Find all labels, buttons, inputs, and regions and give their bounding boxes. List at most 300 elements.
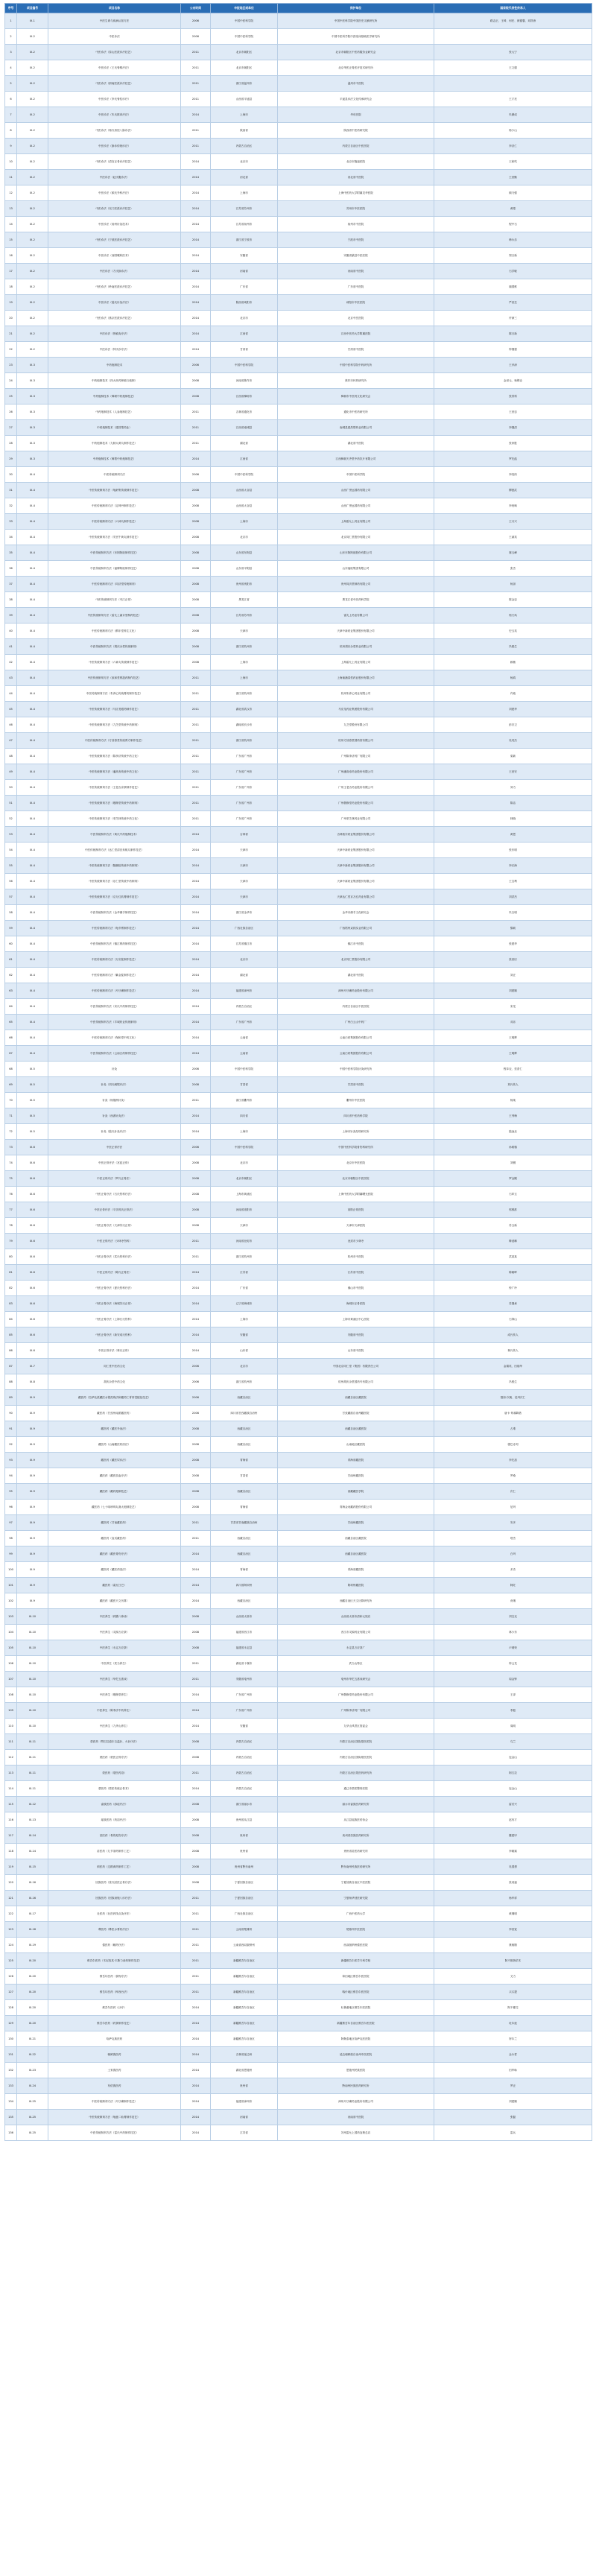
cell-inheritors: 王宝利: [434, 874, 592, 889]
table-row: [5, 1359, 592, 1374]
cell-publish-year: 2014: [181, 1265, 211, 1281]
cell-publish-year: 2008: [181, 530, 211, 545]
cell-serial: 38: [5, 592, 17, 608]
table-row: [5, 154, 592, 170]
cell-publish-year: 2011: [181, 733, 211, 749]
table-row: [5, 311, 592, 326]
cell-item-name: 蒙医药（蒙医传统正骨术）: [48, 1781, 181, 1797]
cell-item-name: 中医养生（华佗五禽戏）: [48, 1672, 181, 1687]
cell-item-code: Ⅸ-9: [17, 1453, 48, 1468]
table-row: [5, 1171, 592, 1187]
table-row: [5, 624, 592, 639]
cell-serial: 75: [5, 1171, 17, 1187]
cell-item-code: Ⅸ-4: [17, 483, 48, 498]
table-row: [5, 764, 592, 780]
column-header-item-name: 项目名称: [48, 4, 181, 13]
cell-applicant-region: 浙江省杭州市: [211, 1374, 278, 1390]
cell-applicant-region: 福建省永定县: [211, 1640, 278, 1656]
cell-serial: 108: [5, 1687, 17, 1703]
cell-protection-unit: 安徽省歙县中医医院: [278, 248, 434, 264]
cell-item-code: Ⅸ-6: [17, 1296, 48, 1312]
cell-applicant-region: 上海市: [211, 514, 278, 530]
cell-item-code: Ⅸ-4: [17, 467, 48, 483]
cell-item-code: Ⅸ-2: [17, 76, 48, 92]
cell-protection-unit: 恩施州民族医院: [278, 2063, 434, 2078]
cell-publish-year: 2014: [181, 1719, 211, 1734]
cell-item-name: 中医正骨疗法（天津苏氏正骨）: [48, 1218, 181, 1234]
cell-publish-year: 2011: [181, 436, 211, 451]
cell-protection-unit: 陕西省中医药研究院: [278, 123, 434, 139]
cell-serial: 81: [5, 1265, 17, 1281]
cell-serial: 105: [5, 1640, 17, 1656]
cell-protection-unit: 楚雄州中医医院: [278, 1922, 434, 1938]
cell-protection-unit: 漳州片仔癀药业股份有限公司: [278, 983, 434, 999]
cell-protection-unit: 西藏藏医学院: [278, 1484, 434, 1500]
cell-publish-year: 2014: [181, 2063, 211, 2078]
cell-item-name: 中药炮制技术（九制大黄丸制作技艺）: [48, 436, 181, 451]
table-row: [5, 1906, 592, 1922]
cell-serial: 123: [5, 1922, 17, 1938]
cell-applicant-region: 贵州省: [211, 1844, 278, 1859]
cell-item-name: 中医传统制剂方法（金华佛手制作技艺）: [48, 905, 181, 921]
cell-publish-year: 2014: [181, 217, 211, 232]
cell-inheritors: 白玛: [434, 1546, 592, 1562]
cell-applicant-region: 上海市: [211, 185, 278, 201]
cell-applicant-region: 宁夏回族自治区: [211, 1891, 278, 1906]
table-row: [5, 1343, 592, 1359]
cell-item-code: Ⅸ-10: [17, 1625, 48, 1640]
cell-publish-year: 2008: [181, 1625, 211, 1640]
cell-item-name: 蒙医药（赞巴拉道尔吉温针、火针疗法）: [48, 1734, 181, 1750]
cell-inheritors: 王秀梅: [434, 1108, 592, 1124]
cell-inheritors: 王世忠: [434, 405, 592, 420]
cell-applicant-region: 天津市: [211, 874, 278, 889]
cell-protection-unit: 温州市中医院: [278, 76, 434, 92]
cell-item-code: Ⅸ-2: [17, 60, 48, 76]
cell-inheritors: 刘建华: [434, 702, 592, 717]
cell-applicant-region: 上海市: [211, 1124, 278, 1140]
cell-item-code: Ⅸ-4: [17, 498, 48, 514]
cell-serial: 5: [5, 76, 17, 92]
cell-applicant-region: 新疆维吾尔自治区: [211, 2000, 278, 2016]
table-row: [5, 1093, 592, 1108]
cell-applicant-region: 云南省: [211, 1046, 278, 1062]
cell-item-code: Ⅸ-4: [17, 843, 48, 858]
cell-item-code: Ⅸ-4: [17, 545, 48, 561]
cell-publish-year: 2008: [181, 1187, 211, 1202]
cell-serial: 58: [5, 905, 17, 921]
cell-item-code: Ⅸ-15: [17, 1859, 48, 1875]
cell-item-code: Ⅸ-4: [17, 827, 48, 843]
cell-protection-unit: 山东东阿阿胶股份有限公司: [278, 545, 434, 561]
cell-applicant-region: 山西省太谷县: [211, 498, 278, 514]
cell-inheritors: 钟云龙: [434, 1656, 592, 1672]
cell-applicant-region: 安徽省: [211, 1719, 278, 1734]
cell-serial: 51: [5, 796, 17, 811]
cell-protection-unit: 宁夏回族自治区中医医院: [278, 1875, 434, 1891]
cell-serial: 89: [5, 1390, 17, 1406]
cell-publish-year: 2011: [181, 1906, 211, 1922]
cell-publish-year: 2011: [181, 60, 211, 76]
cell-applicant-region: 江苏省苏州市: [211, 201, 278, 217]
cell-item-code: Ⅸ-3: [17, 373, 48, 389]
cell-item-code: Ⅸ-1: [17, 13, 48, 29]
cell-serial: 98: [5, 1531, 17, 1546]
cell-serial: 31: [5, 483, 17, 498]
cell-applicant-region: 贵州省从江县: [211, 1812, 278, 1828]
table-row: [5, 60, 592, 76]
table-row: [5, 92, 592, 107]
table-row: [5, 2016, 592, 2031]
cell-publish-year: 2008: [181, 1218, 211, 1234]
cell-item-name: 中医传统制剂方法（东阿阿胶制作技艺）: [48, 545, 181, 561]
cell-serial: 25: [5, 389, 17, 405]
cell-inheritors: 张大宁: [434, 45, 592, 60]
cell-protection-unit: 西双版纳州傣医医院: [278, 1938, 434, 1953]
cell-publish-year: 2008: [181, 1859, 211, 1875]
table-row: [5, 2063, 592, 2078]
cell-protection-unit: 晋江市灵源药业有限公司: [278, 1625, 434, 1640]
cell-applicant-region: 内蒙古自治区: [211, 1781, 278, 1797]
cell-applicant-region: 贵州省黔东南州: [211, 1859, 278, 1875]
cell-item-code: Ⅸ-14: [17, 1828, 48, 1844]
cell-protection-unit: 镇江市中医院: [278, 936, 434, 952]
cell-publish-year: 2014: [181, 1327, 211, 1343]
cell-serial: 55: [5, 858, 17, 874]
cell-applicant-region: 浙江省杭州市: [211, 1249, 278, 1265]
cell-publish-year: 2008: [181, 498, 211, 514]
cell-protection-unit: 北京市隆福医院: [278, 154, 434, 170]
cell-item-name: 藏医药（七十味珍珠丸赛太炮制技艺）: [48, 1500, 181, 1515]
cell-protection-unit: 通化市中医药研究所: [278, 405, 434, 420]
cell-protection-unit: 和田地区维吾尔医医院: [278, 1969, 434, 1985]
cell-inheritors: 刘氏传人: [434, 1077, 592, 1093]
cell-serial: 27: [5, 420, 17, 436]
cell-applicant-region: 山西省太原市: [211, 1609, 278, 1625]
cell-publish-year: 2014: [181, 1124, 211, 1140]
cell-protection-unit: 南城县建昌帮药业有限公司: [278, 420, 434, 436]
table-row: [5, 45, 592, 60]
cell-applicant-region: 北京市: [211, 530, 278, 545]
cell-item-name: 中医诊法（杨氏奇经八脉诊法）: [48, 123, 181, 139]
cell-applicant-region: 内蒙古自治区: [211, 999, 278, 1015]
cell-protection-unit: 扬州市中医院: [278, 217, 434, 232]
cell-publish-year: 2008: [181, 1609, 211, 1625]
cell-inheritors: 陆焱垚: [434, 1124, 592, 1140]
cell-item-code: Ⅸ-4: [17, 952, 48, 968]
cell-publish-year: 2014: [181, 232, 211, 248]
cell-protection-unit: 中国中医科学院中药研究所: [278, 358, 434, 373]
cell-item-name: 蒙医药（蒙医药浴）: [48, 1766, 181, 1781]
cell-publish-year: 2014: [181, 936, 211, 952]
cell-inheritors: 严世芸: [434, 295, 592, 311]
table-row: [5, 1938, 592, 1953]
table-row: [5, 1766, 592, 1781]
table-row: [5, 1656, 592, 1672]
cell-inheritors: 林少东: [434, 1625, 592, 1640]
cell-applicant-region: 北京市朝阳区: [211, 60, 278, 76]
cell-inheritors: 吴英杰: [434, 733, 592, 749]
cell-item-code: Ⅸ-6: [17, 1187, 48, 1202]
cell-item-code: Ⅸ-9: [17, 1390, 48, 1406]
cell-item-code: Ⅸ-3: [17, 389, 48, 405]
cell-item-name: 中医传统制剂方法（采芝林传统中药文化）: [48, 811, 181, 827]
cell-publish-year: 2011: [181, 686, 211, 702]
table-row: [5, 2110, 592, 2125]
cell-item-code: Ⅸ-4: [17, 592, 48, 608]
cell-publish-year: 2014: [181, 264, 211, 279]
cell-publish-year: 2008: [181, 1171, 211, 1187]
cell-item-code: Ⅸ-11: [17, 1781, 48, 1797]
cell-item-code: Ⅸ-6: [17, 1249, 48, 1265]
cell-protection-unit: 北京同仁堂股份有限公司: [278, 530, 434, 545]
cell-item-name: 中医养生（陈李济中药养生）: [48, 1703, 181, 1719]
table-row: [5, 1578, 592, 1593]
table-row: [5, 1640, 592, 1656]
cell-inheritors: 王世勤: [434, 170, 592, 185]
cell-inheritors: 包金山: [434, 1781, 592, 1797]
cell-inheritors: 张成福: [434, 1875, 592, 1891]
cell-item-name: 中医传统制剂方法（福牌阿胶制作技艺）: [48, 561, 181, 577]
cell-publish-year: 2014: [181, 1687, 211, 1703]
cell-inheritors: 李朝斌: [434, 1844, 592, 1859]
cell-inheritors: 张杰: [434, 561, 592, 577]
cell-applicant-region: 河南省: [211, 264, 278, 279]
cell-serial: 122: [5, 1906, 17, 1922]
cell-item-code: Ⅸ-4: [17, 811, 48, 827]
cell-inheritors: 杨鸿: [434, 670, 592, 686]
cell-applicant-region: 四川省阿坝州: [211, 1578, 278, 1593]
cell-item-code: Ⅸ-6: [17, 1312, 48, 1327]
table-row: [5, 107, 592, 123]
cell-item-name: 回族医药（回族汤瓶八诊疗法）: [48, 1891, 181, 1906]
cell-protection-unit: 黔东南州民族医药研究所: [278, 1859, 434, 1875]
cell-protection-unit: 漳州片仔癀药业股份有限公司: [278, 2094, 434, 2110]
cell-applicant-region: 甘肃省: [211, 1077, 278, 1093]
table-row: [5, 1891, 592, 1906]
cell-publish-year: 2014: [181, 2094, 211, 2110]
table-row: [5, 1953, 592, 1969]
cell-item-code: Ⅸ-4: [17, 983, 48, 999]
cell-item-name: 蒙医药（蒙医正骨疗法）: [48, 1750, 181, 1766]
cell-item-name: 中医诊法（陆氏针灸疗法）: [48, 295, 181, 311]
cell-item-name: 中医正骨疗法（夏氏伤科疗法）: [48, 1281, 181, 1296]
cell-inheritors: 王和鸣: [434, 154, 592, 170]
cell-serial: 13: [5, 201, 17, 217]
cell-item-code: Ⅸ-13: [17, 1812, 48, 1828]
cell-serial: 132: [5, 2063, 17, 2078]
cell-serial: 2: [5, 29, 17, 45]
table-row: [5, 2078, 592, 2094]
cell-inheritors: 阿古拉: [434, 1766, 592, 1781]
cell-inheritors: 罗正: [434, 2078, 592, 2094]
cell-inheritors: 李继清: [434, 420, 592, 436]
cell-protection-unit: 云南白药集团股份有限公司: [278, 1030, 434, 1046]
cell-item-name: 中医养生（药膳八珍汤）: [48, 1609, 181, 1625]
cell-inheritors: 李振: [434, 1703, 592, 1719]
cell-item-name: 中医正骨疗法（少林寺伤科）: [48, 1234, 181, 1249]
cell-inheritors: 次仁: [434, 1484, 592, 1500]
cell-item-code: Ⅸ-4: [17, 936, 48, 952]
table-body: [5, 13, 592, 2141]
cell-item-code: Ⅸ-4: [17, 717, 48, 733]
cell-applicant-region: 广东省广州市: [211, 1687, 278, 1703]
cell-item-name: 中医正骨疗法（林氏正骨）: [48, 1343, 181, 1359]
cell-inheritors: 成氏传人: [434, 1327, 592, 1343]
cell-inheritors: 石印玉: [434, 1187, 592, 1202]
cell-inheritors: 张家胜: [434, 436, 592, 451]
cell-publish-year: 2014: [181, 983, 211, 999]
cell-item-code: Ⅸ-22: [17, 2047, 48, 2063]
cell-applicant-region: 山东省平阴县: [211, 561, 278, 577]
cell-item-code: Ⅸ-16: [17, 1891, 48, 1906]
cell-serial: 16: [5, 248, 17, 264]
cell-item-code: Ⅸ-14: [17, 1844, 48, 1859]
cell-serial: 107: [5, 1672, 17, 1687]
cell-inheritors: 刘正: [434, 968, 592, 983]
cell-item-name: 回族医药（张氏回医正骨疗法）: [48, 1875, 181, 1891]
cell-item-name: 藏医药（藏药炮制技艺）: [48, 1484, 181, 1500]
cell-item-name: 中医正骨疗法（海城苏氏正骨）: [48, 1296, 181, 1312]
cell-item-code: Ⅸ-4: [17, 1015, 48, 1030]
cell-item-code: Ⅸ-5: [17, 1124, 48, 1140]
cell-protection-unit: 青海省藏医院: [278, 1453, 434, 1468]
cell-publish-year: 2008: [181, 1828, 211, 1844]
cell-item-name: 中医正骨疗法（武氏伤科疗法）: [48, 1249, 181, 1265]
cell-applicant-region: 新疆维吾尔自治区: [211, 2016, 278, 2031]
cell-inheritors: 刘洪杰: [434, 889, 592, 905]
cell-publish-year: 2011: [181, 1656, 211, 1672]
cell-item-code: Ⅸ-2: [17, 139, 48, 154]
table-row: [5, 1781, 592, 1797]
cell-publish-year: 2011: [181, 670, 211, 686]
table-row: [5, 858, 592, 874]
cell-serial: 40: [5, 624, 17, 639]
cell-protection-unit: 上海中医药大学附属龙华医院: [278, 185, 434, 201]
cell-item-name: 中医养生（灵源万应茶）: [48, 1625, 181, 1640]
cell-inheritors: 滕建甲: [434, 1828, 592, 1844]
cell-inheritors: 雷后兴: [434, 1797, 592, 1812]
cell-item-name: 中医传统制剂方法（致和堂膏滋药制作技艺）: [48, 670, 181, 686]
cell-item-name: 布依族医药: [48, 2078, 181, 2094]
table-row: [5, 1468, 592, 1484]
cell-publish-year: 2008: [181, 1734, 211, 1750]
cell-serial: 124: [5, 1938, 17, 1953]
table-row: [5, 2031, 592, 2047]
table-row: [5, 1265, 592, 1281]
cell-protection-unit: 甘南州藏医院: [278, 1515, 434, 1531]
cell-serial: 91: [5, 1421, 17, 1437]
cell-publish-year: 2011: [181, 92, 211, 107]
cell-publish-year: 2014: [181, 107, 211, 123]
cell-applicant-region: 福建省晋江市: [211, 1625, 278, 1640]
cell-inheritors: 释延琳: [434, 1234, 592, 1249]
cell-protection-unit: 山西广誉远国药有限公司: [278, 483, 434, 498]
cell-applicant-region: 辽宁省海城市: [211, 1296, 278, 1312]
cell-item-name: 藏医药（直贡藏医药）: [48, 1531, 181, 1546]
cell-inheritors: 顾乃强: [434, 185, 592, 201]
cell-protection-unit: 佛山市中医院: [278, 1281, 434, 1296]
cell-applicant-region: 湖北省武汉市: [211, 702, 278, 717]
cell-item-code: Ⅸ-9: [17, 1546, 48, 1562]
cell-item-code: Ⅸ-4: [17, 639, 48, 655]
cell-applicant-region: 云南省: [211, 1030, 278, 1046]
cell-publish-year: 2011: [181, 1515, 211, 1531]
cell-applicant-region: 安徽省: [211, 248, 278, 264]
cell-applicant-region: 新疆维吾尔自治区: [211, 1969, 278, 1985]
table-row: [5, 1202, 592, 1218]
cell-item-name: 中医传统制剂方法（龟苓膏制作技艺）: [48, 921, 181, 936]
cell-item-code: Ⅸ-2: [17, 217, 48, 232]
table-row: [5, 1546, 592, 1562]
cell-applicant-region: 天津市: [211, 889, 278, 905]
cell-publish-year: 2011: [181, 1891, 211, 1906]
cell-inheritors: 石学敏: [434, 264, 592, 279]
table-row: [5, 874, 592, 889]
cell-item-name: 中药炮制技术（樟树中药炮制技艺）: [48, 389, 181, 405]
cell-serial: 126: [5, 1969, 17, 1985]
cell-applicant-region: 内蒙古自治区: [211, 1750, 278, 1766]
cell-publish-year: 2006: [181, 467, 211, 483]
cell-applicant-region: 西藏自治区: [211, 1390, 278, 1406]
cell-item-name: 中医传统制剂方法（镇江膏药制作技艺）: [48, 936, 181, 952]
cell-serial: 135: [5, 2110, 17, 2125]
cell-protection-unit: 广州白云山中药厂: [278, 1015, 434, 1030]
cell-item-name: 中医传统制剂方法（鹤年堂养生文化）: [48, 624, 181, 639]
table-row: [5, 185, 592, 201]
cell-serial: 10: [5, 154, 17, 170]
cell-serial: 18: [5, 279, 17, 295]
cell-inheritors: 张建华: [434, 936, 592, 952]
cell-inheritors: 钟继强: [434, 342, 592, 358]
cell-item-name: 中医传统制剂方法（方回春堂传统膏方制作技艺）: [48, 733, 181, 749]
cell-protection-unit: 杭州胡庆余堂药业有限公司: [278, 639, 434, 655]
column-header-item-code: 项目编号: [17, 4, 48, 13]
cell-serial: 8: [5, 123, 17, 139]
cell-inheritors: 卢炳荣: [434, 1640, 592, 1656]
cell-inheritors: 邓乐: [434, 1015, 592, 1030]
cell-protection-unit: 贵州省苗医药研究所: [278, 1844, 434, 1859]
cell-applicant-region: 中国中医科学院: [211, 1140, 278, 1155]
cell-publish-year: 2014: [181, 843, 211, 858]
cell-inheritors: 黄煌: [434, 201, 592, 217]
cell-inheritors: 吴国勇: [434, 1859, 592, 1875]
cell-inheritors: 史玉英: [434, 624, 592, 639]
cell-serial: 28: [5, 436, 17, 451]
table-row: [5, 2125, 592, 2141]
cell-protection-unit: 中国中医科学院: [278, 467, 434, 483]
cell-inheritors: 杨纯: [434, 1093, 592, 1108]
cell-item-code: Ⅸ-6: [17, 1265, 48, 1281]
cell-applicant-region: 吉林省: [211, 827, 278, 843]
cell-item-code: Ⅸ-4: [17, 702, 48, 717]
table-row: [5, 1922, 592, 1938]
cell-protection-unit: 西藏自治区藏医院: [278, 1546, 434, 1562]
cell-item-code: Ⅸ-25: [17, 2125, 48, 2141]
cell-applicant-region: 新疆维吾尔自治区: [211, 1953, 278, 1969]
cell-serial: 112: [5, 1750, 17, 1766]
table-row: [5, 921, 592, 936]
table-row: [5, 1406, 592, 1421]
cell-publish-year: 2014: [181, 1781, 211, 1797]
cell-serial: 130: [5, 2031, 17, 2047]
cell-publish-year: 2008: [181, 624, 211, 639]
cell-inheritors: 张世臣: [434, 952, 592, 968]
table-row: [5, 1828, 592, 1844]
table-row: [5, 1062, 592, 1077]
cell-item-name: 中医正骨疗法（上海石氏伤科）: [48, 1312, 181, 1327]
cell-applicant-region: 上海市: [211, 1312, 278, 1327]
